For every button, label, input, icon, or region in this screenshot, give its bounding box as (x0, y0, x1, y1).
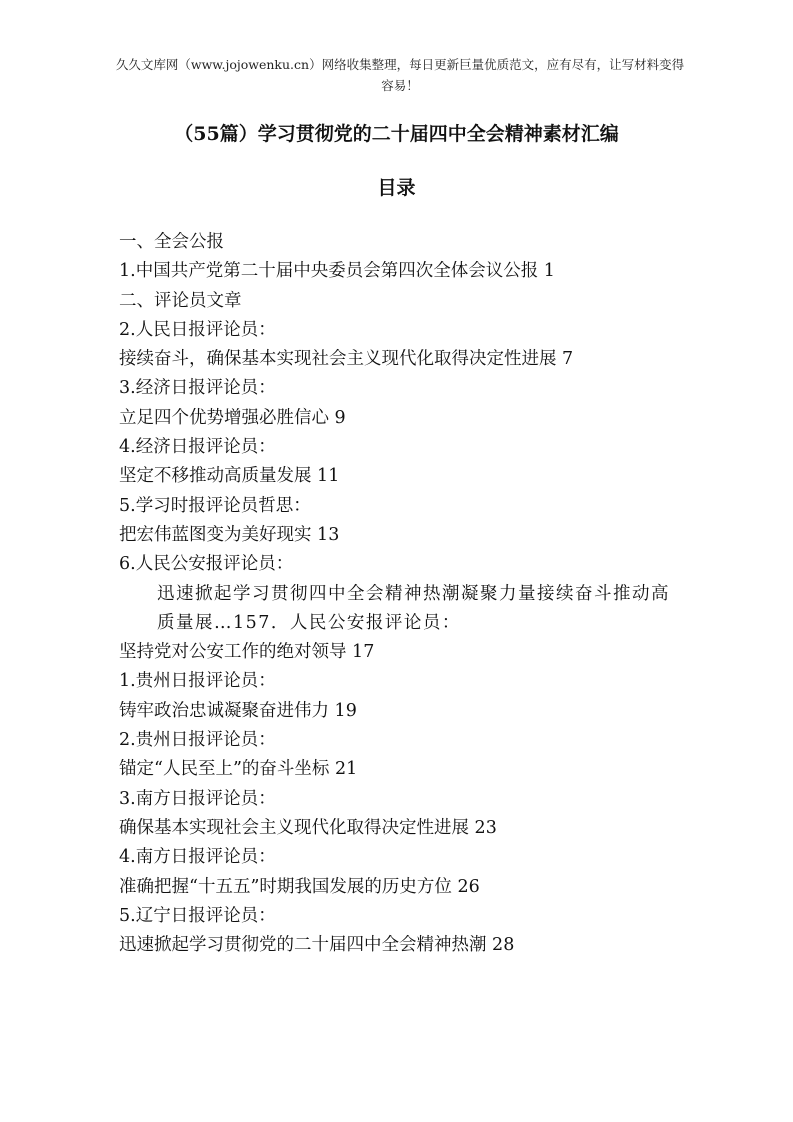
toc-entry[interactable]: 接续奋斗，确保基本实现社会主义现代化取得决定性进展 7 (119, 349, 574, 370)
toc-entry-source: 3.南方日报评论员： (119, 788, 276, 809)
toc-entry[interactable]: 迅速掀起学习贯彻党的二十届四中全会精神热潮 28 (119, 935, 515, 956)
toc-entry[interactable]: 铸牢政治忠诚凝聚奋进伟力 19 (119, 700, 357, 721)
toc-entry-source: 5.学习时报评论员哲思： (119, 495, 311, 516)
toc-section-heading: 二、评论员文章 (119, 290, 242, 311)
toc-heading: 目录 (377, 177, 416, 199)
toc-entry-source: 6.人民公安报评论员： (119, 554, 294, 575)
toc-entry-source: 5.辽宁日报评论员： (119, 905, 276, 926)
toc-entry[interactable]: 1.中国共产党第二十届中央委员会第四次全体会议公报 1 (119, 261, 555, 282)
toc-entry[interactable]: 确保基本实现社会主义现代化取得决定性进展 23 (119, 817, 497, 838)
toc-entry[interactable]: 立足四个优势增强必胜信心 9 (119, 407, 346, 428)
toc-entry[interactable]: 坚持党对公安工作的绝对领导 17 (119, 642, 375, 663)
toc-entry[interactable]: 把宏伟蓝图变为美好现实 13 (119, 524, 340, 545)
toc-entry[interactable]: 迅速掀起学习贯彻四中全会精神热潮凝聚力量接续奋斗推动高质量展…157．人民公安报评论员： (157, 583, 670, 633)
toc-entry[interactable]: 坚定不移推动高质量发展 11 (119, 466, 340, 487)
toc-entry-source: 2.人民日报评论员： (119, 319, 276, 340)
toc-entry-source: 3.经济日报评论员： (119, 378, 276, 399)
toc-entry[interactable]: 准确把握“十五五”时期我国发展的历史方位 26 (119, 876, 480, 897)
toc-entry-source: 1.贵州日报评论员： (119, 671, 276, 692)
toc-entry-source: 4.经济日报评论员： (119, 437, 276, 458)
document-title: （55篇）学习贯彻党的二十届四中全会精神素材汇编 (174, 123, 619, 145)
toc-entry-source: 2.贵州日报评论员： (119, 730, 276, 751)
toc-entry-source: 4.南方日报评论员： (119, 847, 276, 868)
header-note: 久久文库网（www.jojowenku.cn）网络收集整理，每日更新巨量优质范文，应有尽有，让写材料变得容易！ (115, 57, 685, 93)
toc-entry[interactable]: 锚定“人民至上”的奋斗坐标 21 (119, 759, 358, 780)
toc-section-heading: 一、全会公报 (119, 232, 224, 252)
table-of-contents (119, 228, 679, 960)
